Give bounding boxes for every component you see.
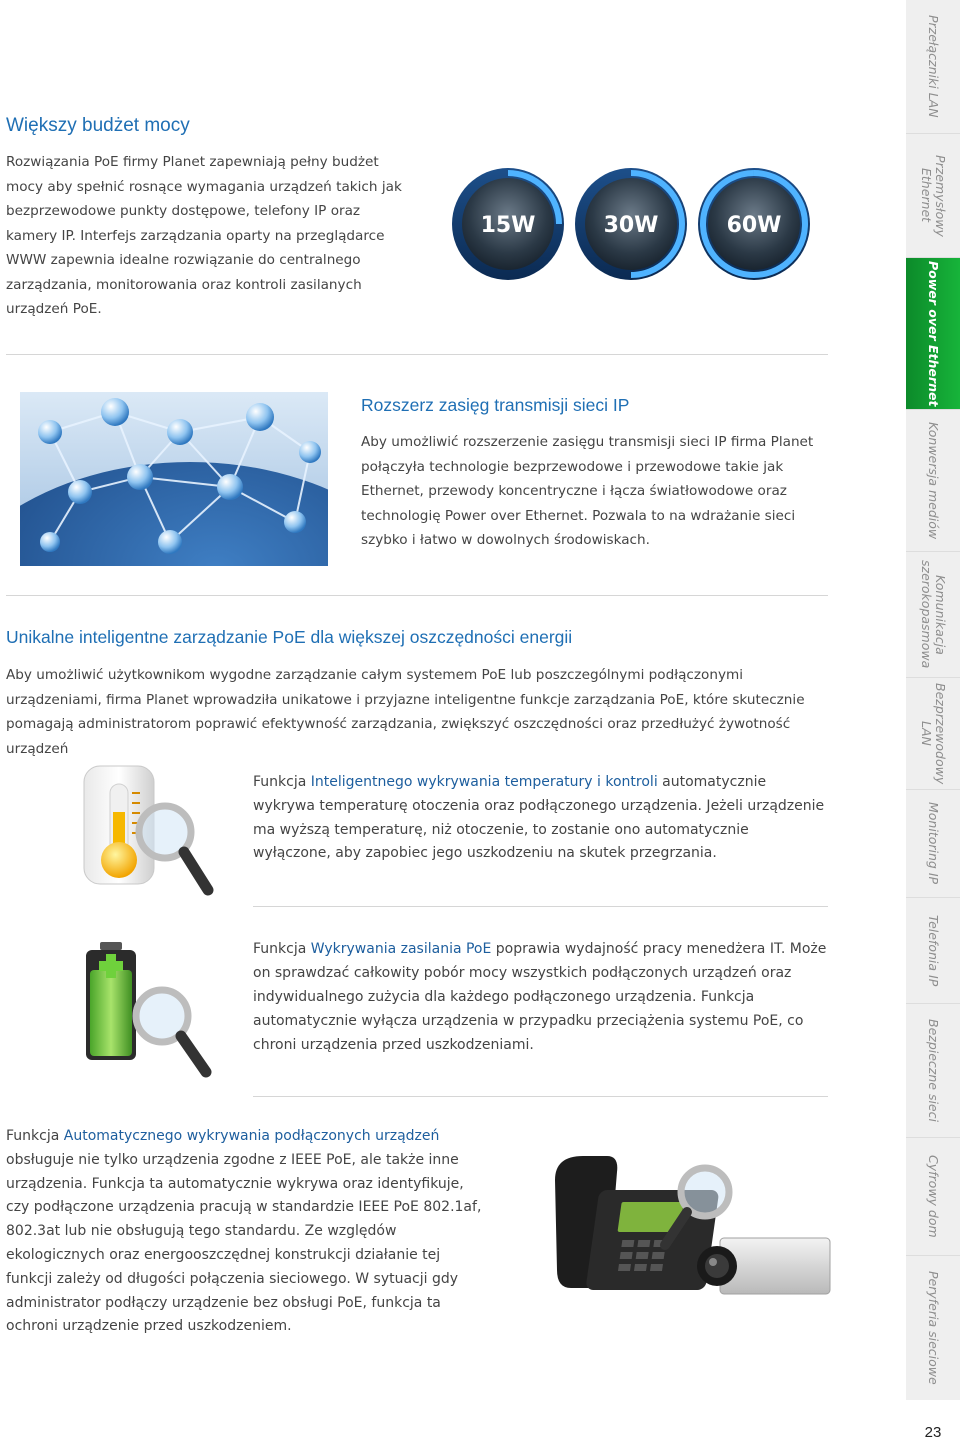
divider [6,354,828,355]
page-number: 23 [924,1424,942,1441]
sidebar-tab-bezprzewodowy-lan[interactable] [906,678,960,790]
ip-phone-camera-image [545,1150,835,1300]
feature-highlight: Wykrywania zasilania PoE [310,941,492,957]
section-body-extend-range: Aby umożliwić rozszerzenie zasięgu transmisji sieci IP firma Planet połączyła technologie bezprzewodowe i przewodowe takie jak Ethernet, przewody koncentryczne i łącza światłowodowe oraz technologię Power over Ethernet. Pozwala to na wdrażanie sieci szybko i łatwo w dowolnych środowiskach. [361,434,814,548]
gauge-15w [452,168,564,280]
feature-prefix: Funkcja [253,941,311,957]
section-body-smart-poe: Aby umożliwić użytkownikom wygodne zarządzanie całym systemem PoE lub poszczególnymi podłączonymi urządzeniami, firma Planet wprowadziła unikatowe i przyjazne inteligentne funkcje zarządzania PoE, które skutecznie pomagają administratorom poprawić efektywność zarządzania, zwiększyć oszczędności oraz przedłużyć żywotność urządzeń [6,667,805,757]
feature-highlight: Inteligentnego wykrywania temperatury i kontroli [310,774,658,790]
battery-magnifier-icon [80,940,220,1080]
feature-detect-text [6,1125,486,1339]
sidebar-tab-label: Konwersja mediów [926,421,941,540]
sidebar-tab-peryferia-sieciowe[interactable] [906,1256,960,1400]
sidebar-tab-label: Monitoring IP [926,802,941,885]
feature-suffix: automatycznie wykrywa temperaturę otoczenia oraz podłączonego urządzenia. Jeżeli urządzenie ma wyższą temperaturę, niż otoczenie, to zostanie ono automatycznie wyłączone, aby zapobiec jego uszkodzeniu na skutek przegrzania. [253,774,825,862]
gauge-label: 60W [726,213,782,238]
sidebar-tab-telefonia-ip[interactable] [906,898,960,1004]
sidebar-tab-label: Przełączniki LAN [926,15,941,118]
feature-power-text [253,937,828,1057]
feature-temperature-text [253,771,828,866]
sidebar-tab-komunikacja-szerokopasmowa[interactable] [906,552,960,678]
sidebar-tab-monitoring-ip[interactable] [906,790,960,898]
gauge-label: 30W [603,213,659,238]
divider [6,595,828,596]
sidebar-tab-label: Bezpieczne sieci [926,1019,941,1122]
gauge-30w [575,168,687,280]
sidebar-tab-label: Cyfrowy dom [926,1155,941,1238]
gauge-label: 15W [480,213,536,238]
section-title-power-budget: Większy budżet mocy [6,115,190,136]
sidebar-tab-przemyslowy-ethernet[interactable] [906,134,960,258]
sidebar-tab-przelaczniki-lan[interactable] [906,0,960,134]
thermometer-magnifier-icon [80,762,220,902]
sidebar-tab-label: Telefonia IP [926,914,941,987]
divider [253,1096,828,1097]
sidebar-tab-bezpieczne-sieci[interactable] [906,1004,960,1138]
feature-suffix: poprawia wydajność pracy menedżera IT. Może on sprawdzać całkowity pobór mocy wszystkich podłączonych urządzeń oraz indywidualnego zużycia dla każdego podłączonego urządzenia. Funkcja automatycznie wyłącza urządzenia w przypadku przeciążenia systemu PoE, co chroni urządzenia przed uszkodzeniami. [253,941,827,1053]
feature-highlight: Automatycznego wykrywania podłączonych urządzeń [63,1128,440,1144]
section-body-power-budget: Rozwiązania PoE firmy Planet zapewniają pełny budżet mocy aby spełnić rosnące wymagania urządzeń takich jak bezprzewodowe punkty dostępowe, telefony IP oraz kamery IP. Interfejs zarządzania oparty na przeglądarce WWW zapewnia idealne rozwiązanie do centralnego zarządzania, monitorowania oraz kontroli zasilanych urządzeń PoE. [6,154,402,317]
section-title-extend-range: Rozszerz zasięg transmisji sieci IP [361,395,630,415]
section-title-smart-poe: Unikalne inteligentne zarządzanie PoE dla większej oszczędności energii [6,627,573,647]
divider [253,906,828,907]
sidebar-tab-label: Bezprzewodowy LAN [919,682,948,785]
sidebar-tab-konwersja-mediow[interactable] [906,410,960,552]
sidebar-tab-label: Peryferia sieciowe [926,1271,941,1385]
sidebar-tab-cyfrowy-dom[interactable] [906,1138,960,1256]
sidebar-tab-label: Komunikacja szerokopasmowa [919,560,948,669]
power-gauges-illustration [448,166,828,286]
sidebar-tab-power-over-ethernet[interactable] [906,258,960,410]
feature-prefix: Funkcja [253,774,311,790]
sidebar-tab-label: Przemysłowy Ethernet [919,154,948,237]
feature-prefix: Funkcja [6,1128,64,1144]
network-globe-image [20,392,328,566]
feature-suffix: obsługuje nie tylko urządzenia zgodne z IEEE PoE, ale także inne urządzenia. Funkcja ta automatycznie wykrywa oraz identyfikuje, czy podłączone urządzenia pracują w standardzie IEEE PoE 802.1af, 802.3at lub nie obsługują tego standardu. Ze względów ekologicznych oraz energooszczędnej konstrukcji działanie tej funkcji zależy od długości połączenia sieciowego. W sytuacji gdy administrator podłączy urządzenie bez obsługi PoE, funkcja ta ochroni urządzenie przed uszkodzeniem. [6,1151,482,1335]
gauge-60w [698,168,810,280]
sidebar-tab-label: Power over Ethernet [926,260,941,407]
